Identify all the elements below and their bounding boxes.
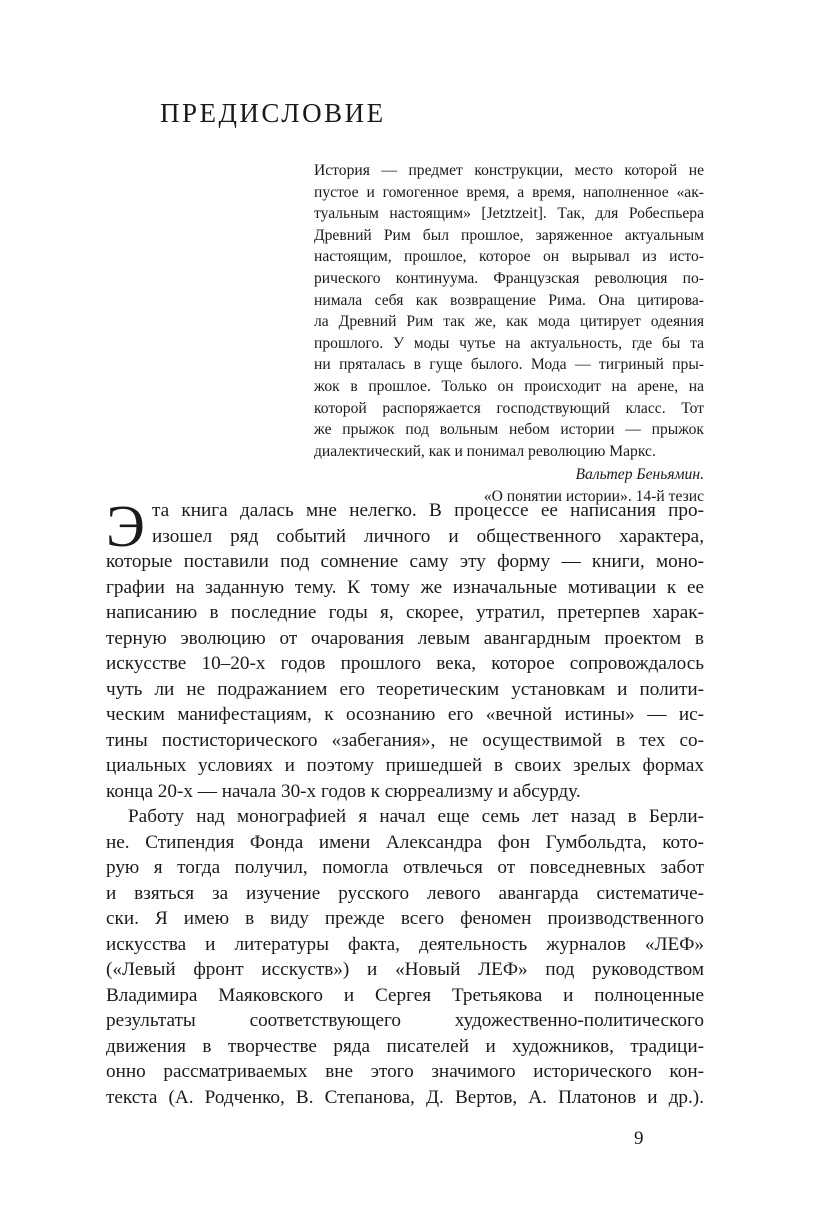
- paragraph-2: [106, 804, 704, 1110]
- epigraph-line: Древний Рим был прошлое, заряженное актуальным: [314, 226, 704, 244]
- chapter-title: ПРЕДИСЛОВИЕ: [160, 98, 386, 128]
- text-line: ски. Я имею в виду прежде всего феномен производственного: [106, 908, 704, 929]
- epigraph-line: ла Древний Рим так же, как мода цитирует одеяния: [314, 313, 704, 331]
- epigraph-line: диалектический, как и понимал революцию Маркс.: [314, 442, 656, 460]
- epigraph-line: жок в прошлое. Только он происходит на арене, на: [314, 377, 704, 395]
- epigraph-line: которой распоряжается господствующий класс. Тот: [314, 399, 704, 417]
- text-line: и взяться за изучение русского левого авангарда систематиче-: [106, 882, 704, 904]
- text-line: изошел ряд событий личного и общественного характера,: [152, 525, 704, 547]
- epigraph: [314, 160, 704, 508]
- text-line: циальных условиях и поэтому пришедшей в своих зрелых формах: [106, 755, 704, 776]
- text-line: движения в творчестве ряда писателей и художников, традици-: [106, 1035, 704, 1057]
- epigraph-line: пустое и гомогенное время, а время, наполненное «ак-: [314, 183, 704, 201]
- drop-cap: Э: [106, 493, 145, 559]
- text-line: результаты соответствующего художественно-политического: [106, 1010, 704, 1031]
- text-line: графии на заданную тему. К тому же изначальные мотивации к ее: [106, 576, 704, 598]
- text-line: текста (А. Родченко, В. Степанова, Д. Вертов, А. Платонов и др.).: [106, 1086, 704, 1108]
- epigraph-line: ни пряталась в гуще былого. Мода — тигриный пры-: [314, 356, 704, 374]
- page-number: 9: [634, 1128, 644, 1149]
- text-line: Работу над монографией я начал еще семь лет назад в Берли-: [128, 806, 704, 827]
- text-line: Владимира Маяковского и Сергея Третьякова и полноценные: [106, 984, 704, 1006]
- epigraph-line: История — предмет конструкции, место которой не: [314, 162, 704, 179]
- text-line: рую я тогда получил, помогла отвлечься от повседневных забот: [106, 857, 704, 878]
- epigraph-line: прошлого. У моды чутье на актуальность, где бы та: [314, 334, 704, 352]
- text-line: чуть ли не подражанием его теоретическим установкам и полити-: [106, 678, 704, 700]
- text-line: та книга далась мне нелегко. В процессе ее написания про-: [152, 500, 704, 521]
- text-line: искусства и литературы факта, деятельность журналов «ЛЕФ»: [106, 933, 704, 955]
- text-line: конца 20-х — начала 30-х годов к сюрреализму и абсурду.: [106, 780, 581, 802]
- text-line: которые поставили под сомнение саму эту форму — книги, моно-: [106, 551, 704, 572]
- epigraph-line: настоящим, прошлое, которое он вырывал из исто-: [314, 248, 704, 266]
- text-line: терную эволюцию от очарования левым авангардным проектом в: [106, 627, 704, 649]
- epigraph-author: Вальтер Беньямин.: [575, 466, 704, 484]
- text-line: ческим манифестациям, к осознанию его «вечной истины» — ис-: [106, 704, 704, 725]
- text-line: онно рассматриваемых вне этого значимого исторического кон-: [106, 1061, 704, 1082]
- epigraph-line: туальным настоящим» [Jetztzeit]. Так, для Робеспьера: [314, 205, 704, 223]
- text-line: искусстве 10–20-х годов прошлого века, которое сопровождалось: [106, 653, 704, 674]
- text-line: не. Стипендия Фонда имени Александра фон Гумбольдта, кото-: [106, 831, 704, 853]
- epigraph-source: «О понятии истории». 14-й тезис: [483, 487, 704, 505]
- text-line: тины постисторического «забегания», не осуществимой в тех со-: [106, 729, 704, 751]
- text-line: («Левый фронт исскуств») и «Новый ЛЕФ» под руководством: [106, 959, 704, 980]
- text-line: написанию в последние годы я, скорее, утратил, претерпев харак-: [106, 602, 704, 623]
- epigraph-line: нимала себя как возвращение Рима. Она цитирова-: [314, 291, 704, 309]
- epigraph-line: рического континуума. Французская революция по-: [314, 269, 704, 287]
- epigraph-line: же прыжок под вольным небом истории — прыжок: [314, 421, 704, 439]
